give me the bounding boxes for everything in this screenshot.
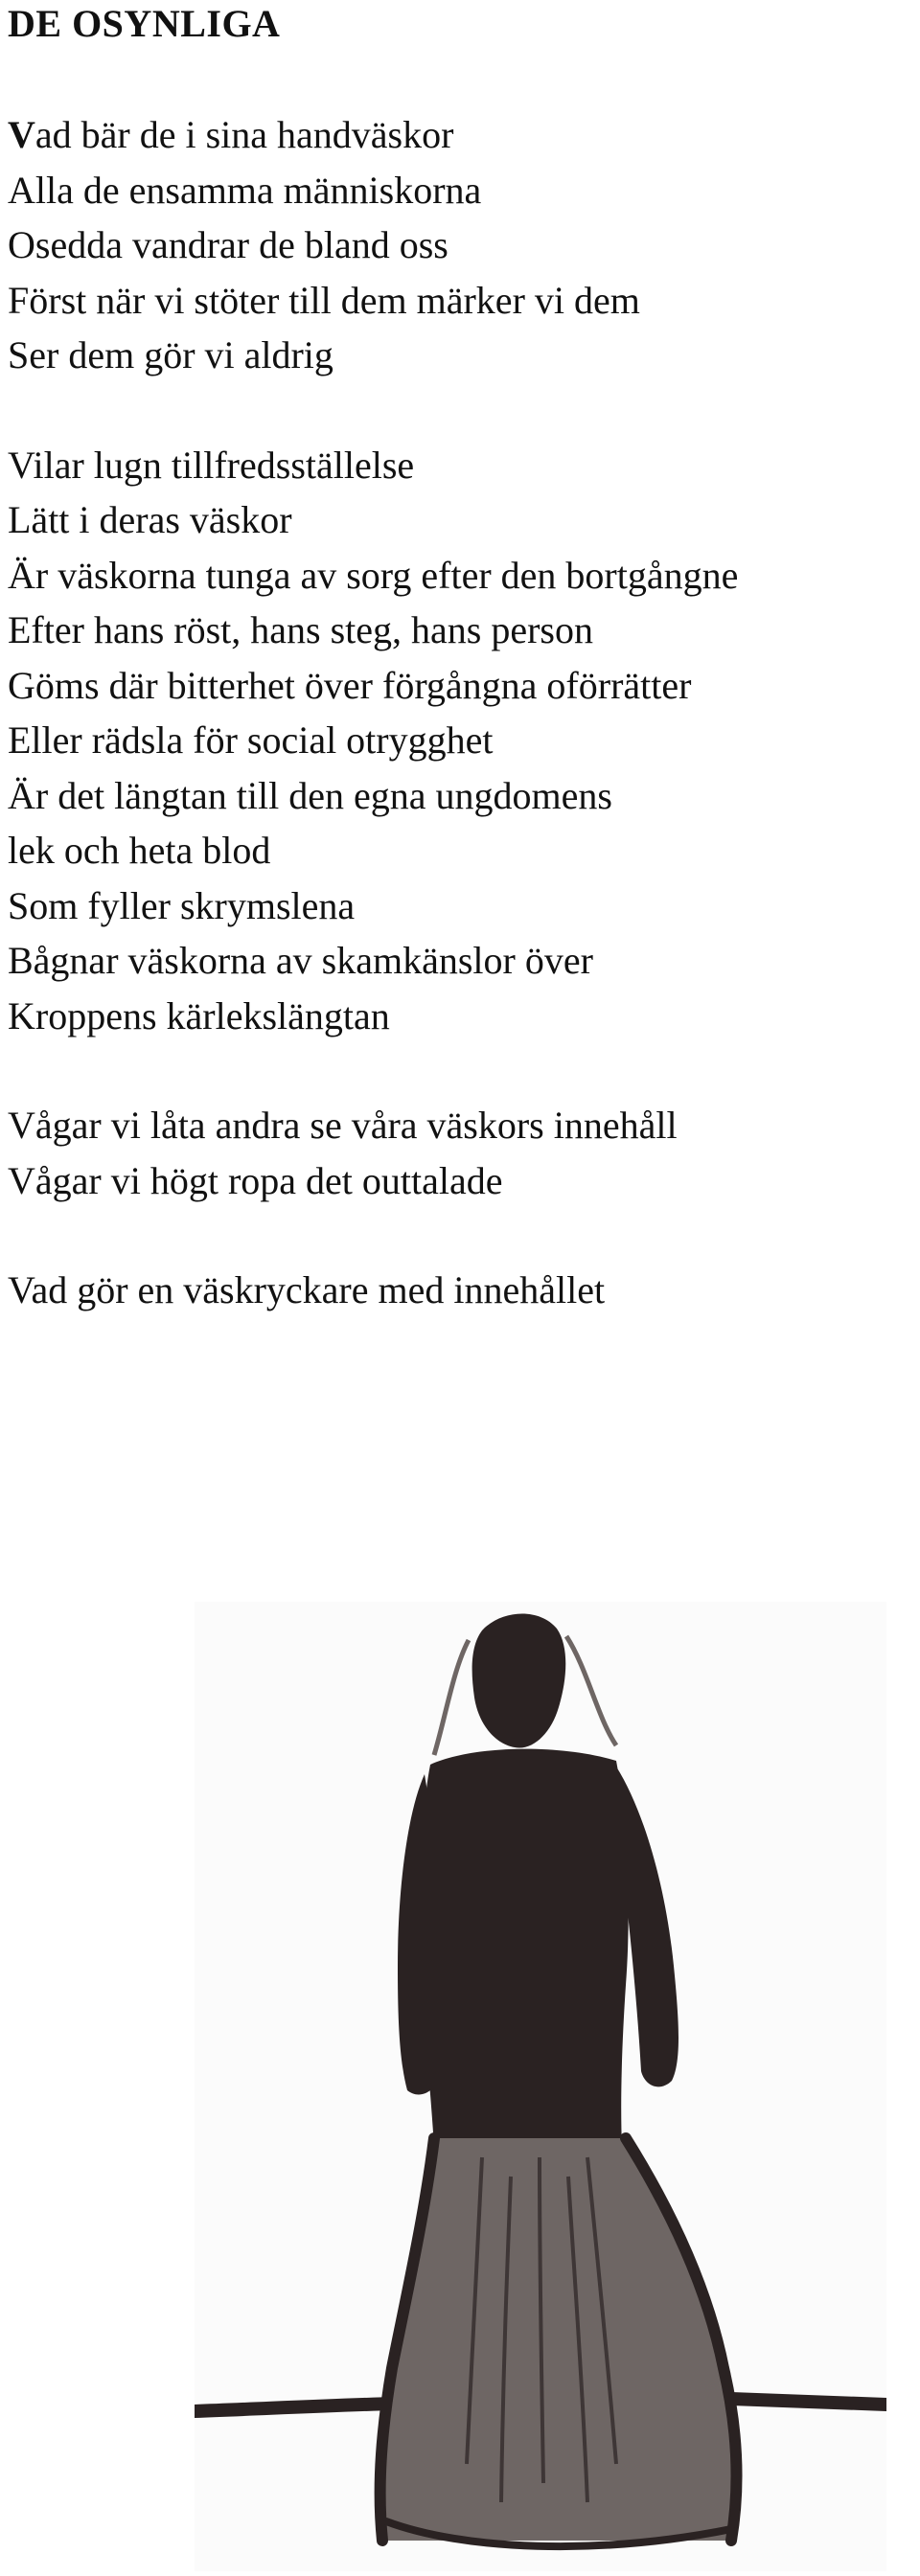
stanza-4: [8, 1263, 908, 1318]
poem-line: lek och heta blod: [8, 829, 271, 872]
poem-title: DE OSYNLIGA: [8, 2, 281, 45]
ink-drawing-figure: [195, 1602, 886, 2571]
poem-line: Vågar vi låta andra se våra väskors innehåll: [8, 1104, 678, 1147]
poem-body: [8, 107, 908, 1373]
poem-line-rest: ad bär de i sina handväskor: [34, 113, 454, 156]
poem-line: Efter hans röst, hans steg, hans person: [8, 608, 593, 651]
poem-line: Eller rädsla för social otrygghet: [8, 718, 494, 762]
poem-line: Alla de ensamma människorna: [8, 168, 482, 212]
stanza-1: [8, 107, 908, 383]
poem-line: Ser dem gör vi aldrig: [8, 333, 334, 376]
poem-line: Bågnar väskorna av skamkänslor över: [8, 939, 593, 982]
poem-line: Vad gör en väskryckare med innehållet: [8, 1268, 606, 1311]
poem-line: Först när vi stöter till dem märker vi dem: [8, 278, 640, 322]
poem-line: Är väskorna tunga av sorg efter den bortgångne: [8, 553, 739, 597]
stanza-3: [8, 1098, 908, 1208]
stanza-2: [8, 438, 908, 1044]
poem-line: Kroppens kärlekslängtan: [8, 993, 390, 1037]
figure-torso: [421, 1749, 629, 2148]
poem-line: Lätt i deras väskor: [8, 498, 292, 541]
poem-line: Vilar lugn tillfredsställelse: [8, 443, 415, 487]
drop-letter: V: [8, 113, 35, 156]
poem-line: Osedda vandrar de bland oss: [8, 223, 448, 266]
poem-line: Vågar vi högt ropa det outtalade: [8, 1158, 503, 1202]
poem-line: [8, 107, 908, 163]
poem-line: Är det längtan till den egna ungdomens: [8, 773, 612, 817]
poem-line: Som fyller skrymslena: [8, 883, 356, 927]
drawing-canvas: [195, 1602, 886, 2571]
poem-line: Göms där bitterhet över förgångna oförrätter: [8, 663, 692, 707]
